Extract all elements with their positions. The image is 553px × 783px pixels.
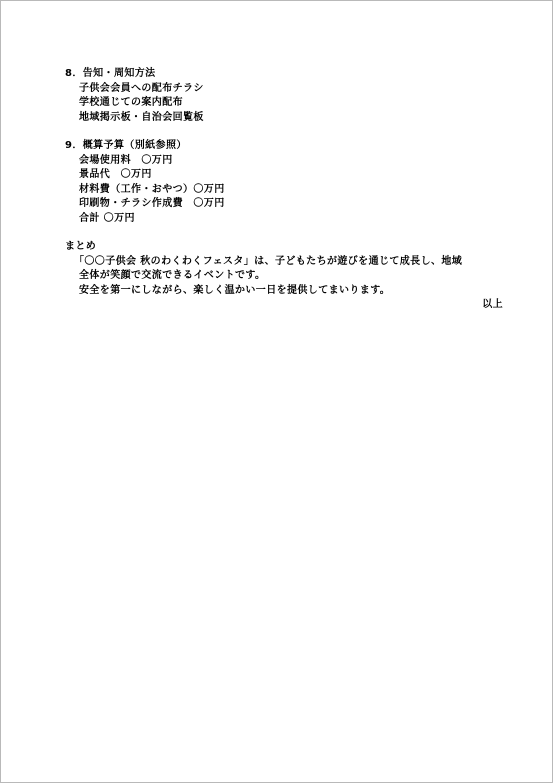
summary-line: 全体が笑顔で交流できるイベントです。	[79, 270, 266, 281]
summary-line: 「〇〇子供会 秋のわくわくフェスタ」は、子どもたちが遊びを通じて成長し、地域	[74, 255, 463, 267]
summary-line: 安全を第一にしながら、楽しく温かい一日を提供してまいります。	[79, 284, 391, 296]
section-heading: 9．概算予算（別紙参照）	[65, 140, 187, 151]
closing-text: 以上	[482, 299, 503, 310]
section-notification	[65, 67, 505, 125]
list-item: 会場使用料 〇万円	[79, 154, 173, 166]
section-budget	[65, 139, 505, 226]
section-summary	[65, 240, 505, 313]
section-heading: 8．告知・周知方法	[65, 68, 156, 79]
list-item: 子供会会員への配布チラシ	[79, 82, 204, 94]
list-item: 印刷物・チラシ作成費 〇万円	[79, 198, 225, 209]
document-content	[65, 67, 505, 313]
summary-heading: まとめ	[65, 241, 97, 252]
list-item: 地域掲示板・自治会回覧板	[79, 111, 204, 123]
list-item: 材料費（工作・おやつ）〇万円	[79, 183, 225, 195]
list-item: 学校通じての案内配布	[79, 97, 183, 108]
list-item: 合計 〇万円	[79, 212, 135, 224]
list-item: 景品代 〇万円	[79, 169, 152, 180]
